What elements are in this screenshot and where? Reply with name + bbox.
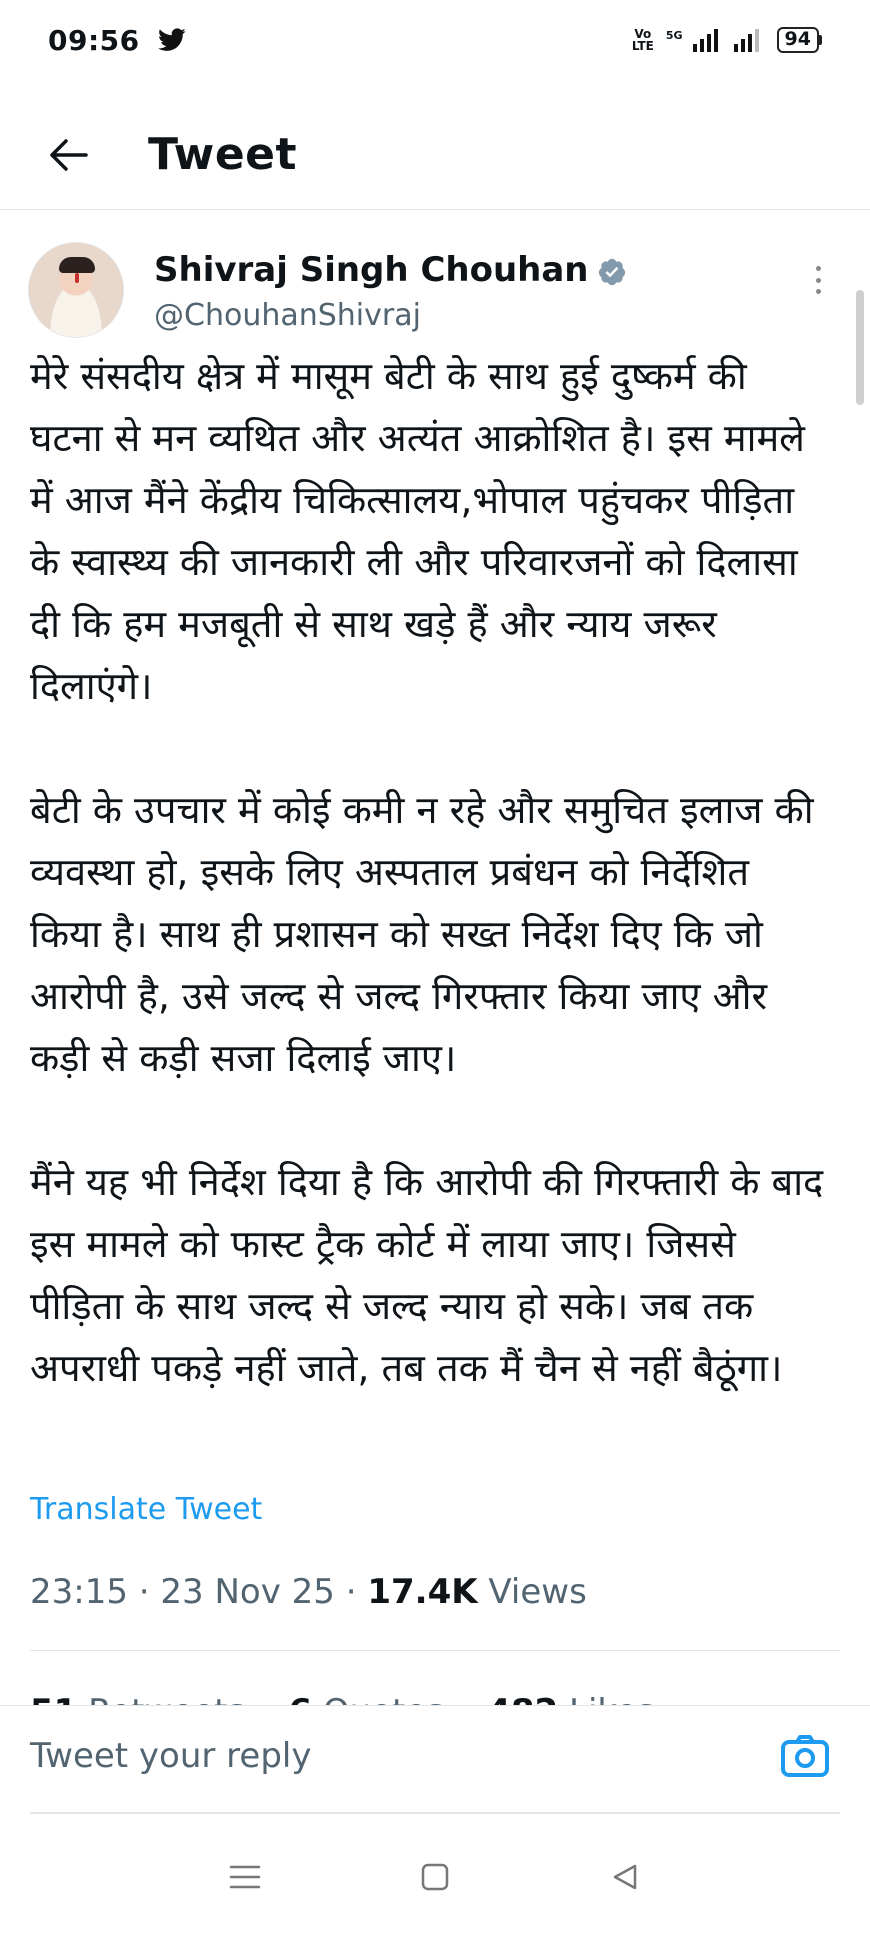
signal-icon <box>693 28 718 52</box>
page-title: Tweet <box>148 129 298 180</box>
verified-badge-icon <box>597 257 627 287</box>
menu-icon <box>229 1863 261 1891</box>
more-options-button[interactable] <box>808 260 828 300</box>
avatar[interactable] <box>28 242 124 338</box>
battery-level: 94 <box>777 27 819 53</box>
divider <box>30 1650 840 1651</box>
back-arrow-icon <box>48 138 88 172</box>
more-vertical-icon <box>816 266 821 271</box>
status-time: 09:56 <box>48 23 140 57</box>
scrollbar[interactable] <box>856 290 864 405</box>
tweet-text <box>30 345 830 1399</box>
home-button[interactable] <box>415 1857 455 1897</box>
back-triangle-icon <box>610 1862 640 1892</box>
tweet-time: 23:15 <box>30 1572 128 1612</box>
author-handle[interactable]: @ChouhanShivraj <box>154 298 421 333</box>
twitter-bird-icon <box>158 28 186 52</box>
home-square-icon <box>420 1862 450 1892</box>
camera-icon[interactable] <box>780 1734 830 1778</box>
views-count[interactable]: 17.4K <box>367 1572 478 1612</box>
status-bar <box>0 0 870 80</box>
reply-input[interactable]: Tweet your reply <box>30 1736 312 1776</box>
back-button[interactable] <box>38 125 98 185</box>
translate-tweet-link[interactable]: Translate Tweet <box>30 1492 263 1527</box>
tweet-author-row <box>28 242 838 342</box>
tweet-meta: 23:15 · 23 Nov 25 · 17.4K Views <box>30 1572 587 1612</box>
author-name-text: Shivraj Singh Chouhan <box>154 250 589 290</box>
status-icons <box>630 27 822 53</box>
tweet-date: 23 Nov 25 <box>160 1572 335 1612</box>
network-type: 5G <box>665 29 683 42</box>
reply-bar <box>0 1705 870 1813</box>
system-nav-bar <box>0 1820 870 1933</box>
battery-icon <box>777 27 822 53</box>
views-label: Views <box>488 1572 587 1612</box>
tweet-paragraph: मैंने यह भी निर्देश दिया है कि आरोपी की गिरफ्तारी के बाद इस मामले को फास्ट ट्रैक कोर्ट में लाया जाए। जिससे पीड़िता के साथ जल्द से जल्द न्याय हो सके। जब तक अपराधी पकड़े नहीं जाते, तब तक मैं चैन से नहीं बैठूंगा। <box>30 1160 824 1390</box>
top-app-bar <box>0 100 870 210</box>
tweet-paragraph: मेरे संसदीय क्षेत्र में मासूम बेटी के साथ हुई दुष्कर्म की घटना से मन व्यथित और अत्यंत आक्रोशित है। इस मामले में आज मैंने केंद्रीय चिकित्सालय,भोपाल पहुंचकर पीड़िता के स्वास्थ्य की जानकारी ली और परिवारजनों को दिलासा दी कि हम मजबूती से साथ खड़े हैं और न्याय जरूर दिलाएंगे। <box>30 354 805 708</box>
volte-indicator: Vo LTE <box>631 27 654 53</box>
recent-apps-button[interactable] <box>225 1857 265 1897</box>
signal-icon-2 <box>734 28 759 52</box>
tweet-paragraph: बेटी के उपचार में कोई कमी न रहे और समुचित इलाज की व्यवस्था हो, इसके लिए अस्पताल प्रबंधन को निर्देशित किया है। साथ ही प्रशासन को सख्त निर्देश दिए कि जो आरोपी है, उसे जल्द से जल्द गिरफ्तार किया जाए और कड़ी से कड़ी सजा दिलाई जाए। <box>30 788 814 1080</box>
author-name[interactable] <box>154 250 627 290</box>
back-nav-button[interactable] <box>605 1857 645 1897</box>
reply-underline <box>30 1812 840 1814</box>
